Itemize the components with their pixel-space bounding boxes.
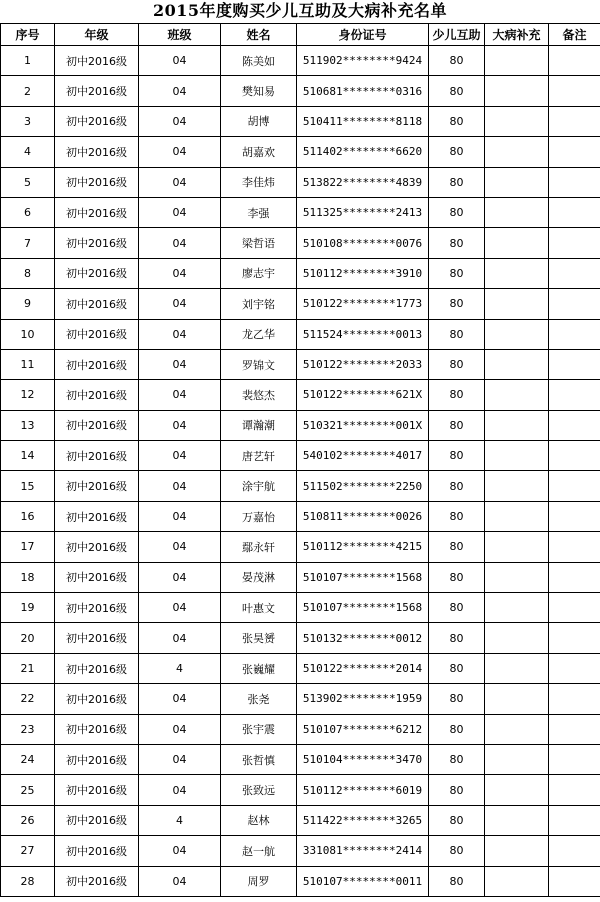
child-aid-cell: 80: [429, 471, 485, 501]
child-aid-cell: 80: [429, 866, 485, 896]
remark-cell: [549, 197, 600, 227]
name-cell: 胡嘉欢: [221, 137, 297, 167]
header-row: [1, 24, 600, 46]
serious-illness-cell: [485, 471, 549, 501]
row-number: 27: [1, 836, 55, 866]
row-number: 1: [1, 46, 55, 76]
id-number-cell: 540102********4017: [297, 441, 429, 471]
remark-cell: [549, 410, 600, 440]
remark-cell: [549, 46, 600, 76]
remark-cell: [549, 714, 600, 744]
id-number-cell: 510681********0316: [297, 76, 429, 106]
name-cell: 鄢永轩: [221, 532, 297, 562]
name-cell: 晏茂淋: [221, 562, 297, 592]
child-aid-cell: 80: [429, 441, 485, 471]
remark-cell: [549, 653, 600, 683]
table-row: [1, 744, 600, 774]
row-number: 18: [1, 562, 55, 592]
row-number: 13: [1, 410, 55, 440]
grade-cell: 初中2016级: [55, 623, 139, 653]
class-cell: 04: [139, 380, 221, 410]
grade-cell: 初中2016级: [55, 106, 139, 136]
class-cell: 04: [139, 501, 221, 531]
class-cell: 04: [139, 228, 221, 258]
table-row: [1, 501, 600, 531]
child-aid-cell: 80: [429, 653, 485, 683]
class-cell: 04: [139, 349, 221, 379]
name-cell: 龙乙华: [221, 319, 297, 349]
table-row: [1, 653, 600, 683]
row-number: 4: [1, 137, 55, 167]
grade-cell: 初中2016级: [55, 684, 139, 714]
serious-illness-cell: [485, 441, 549, 471]
class-cell: 04: [139, 471, 221, 501]
class-cell: 04: [139, 76, 221, 106]
class-cell: 04: [139, 197, 221, 227]
grade-cell: 初中2016级: [55, 76, 139, 106]
row-number: 14: [1, 441, 55, 471]
id-number-cell: 510112********3910: [297, 258, 429, 288]
row-number: 10: [1, 319, 55, 349]
class-cell: 04: [139, 46, 221, 76]
grade-cell: 初中2016级: [55, 349, 139, 379]
remark-cell: [549, 319, 600, 349]
roster-table: [0, 23, 600, 897]
table-row: [1, 258, 600, 288]
row-number: 16: [1, 501, 55, 531]
remark-cell: [549, 167, 600, 197]
id-number-cell: 511502********2250: [297, 471, 429, 501]
child-aid-cell: 80: [429, 106, 485, 136]
name-cell: 涂宇航: [221, 471, 297, 501]
child-aid-cell: 80: [429, 501, 485, 531]
serious-illness-cell: [485, 258, 549, 288]
name-cell: 樊知易: [221, 76, 297, 106]
remark-cell: [549, 744, 600, 774]
column-header-remark: 备注: [549, 24, 600, 46]
class-cell: 04: [139, 137, 221, 167]
child-aid-cell: 80: [429, 76, 485, 106]
remark-cell: [549, 471, 600, 501]
class-cell: 04: [139, 410, 221, 440]
name-cell: 张尧: [221, 684, 297, 714]
class-cell: 4: [139, 805, 221, 835]
row-number: 6: [1, 197, 55, 227]
class-cell: 04: [139, 623, 221, 653]
id-number-cell: 510112********6019: [297, 775, 429, 805]
name-cell: 刘宇铭: [221, 289, 297, 319]
remark-cell: [549, 866, 600, 896]
remark-cell: [549, 441, 600, 471]
id-number-cell: 510107********0011: [297, 866, 429, 896]
table-row: [1, 349, 600, 379]
child-aid-cell: 80: [429, 167, 485, 197]
grade-cell: 初中2016级: [55, 775, 139, 805]
row-number: 11: [1, 349, 55, 379]
column-header-no: 序号: [1, 24, 55, 46]
row-number: 28: [1, 866, 55, 896]
column-header-child-aid: 少儿互助: [429, 24, 485, 46]
table-row: [1, 866, 600, 896]
name-cell: 胡博: [221, 106, 297, 136]
child-aid-cell: 80: [429, 349, 485, 379]
id-number-cell: 510104********3470: [297, 744, 429, 774]
row-number: 15: [1, 471, 55, 501]
name-cell: 梁哲语: [221, 228, 297, 258]
table-row: [1, 593, 600, 623]
class-cell: 04: [139, 714, 221, 744]
remark-cell: [549, 562, 600, 592]
class-cell: 04: [139, 319, 221, 349]
row-number: 19: [1, 593, 55, 623]
class-cell: 04: [139, 258, 221, 288]
table-row: [1, 623, 600, 653]
grade-cell: 初中2016级: [55, 866, 139, 896]
table-row: [1, 714, 600, 744]
table-row: [1, 562, 600, 592]
serious-illness-cell: [485, 836, 549, 866]
child-aid-cell: 80: [429, 319, 485, 349]
table-row: [1, 380, 600, 410]
remark-cell: [549, 76, 600, 106]
table-row: [1, 684, 600, 714]
grade-cell: 初中2016级: [55, 167, 139, 197]
name-cell: 李强: [221, 197, 297, 227]
serious-illness-cell: [485, 228, 549, 258]
child-aid-cell: 80: [429, 593, 485, 623]
row-number: 26: [1, 805, 55, 835]
serious-illness-cell: [485, 410, 549, 440]
child-aid-cell: 80: [429, 197, 485, 227]
name-cell: 罗锦文: [221, 349, 297, 379]
class-cell: 04: [139, 562, 221, 592]
name-cell: 叶惠文: [221, 593, 297, 623]
remark-cell: [549, 289, 600, 319]
row-number: 22: [1, 684, 55, 714]
column-header-grade: 年级: [55, 24, 139, 46]
grade-cell: 初中2016级: [55, 532, 139, 562]
serious-illness-cell: [485, 744, 549, 774]
id-number-cell: 510811********0026: [297, 501, 429, 531]
table-row: [1, 167, 600, 197]
id-number-cell: 510107********6212: [297, 714, 429, 744]
class-cell: 04: [139, 106, 221, 136]
grade-cell: 初中2016级: [55, 562, 139, 592]
child-aid-cell: 80: [429, 775, 485, 805]
id-number-cell: 511422********3265: [297, 805, 429, 835]
child-aid-cell: 80: [429, 562, 485, 592]
name-cell: 万嘉怡: [221, 501, 297, 531]
serious-illness-cell: [485, 106, 549, 136]
child-aid-cell: 80: [429, 289, 485, 319]
remark-cell: [549, 593, 600, 623]
id-number-cell: 511325********2413: [297, 197, 429, 227]
id-number-cell: 510108********0076: [297, 228, 429, 258]
grade-cell: 初中2016级: [55, 714, 139, 744]
grade-cell: 初中2016级: [55, 653, 139, 683]
table-row: [1, 836, 600, 866]
id-number-cell: 510112********4215: [297, 532, 429, 562]
table-row: [1, 319, 600, 349]
roster-body: [1, 46, 600, 897]
grade-cell: 初中2016级: [55, 258, 139, 288]
table-row: [1, 197, 600, 227]
child-aid-cell: 80: [429, 137, 485, 167]
id-number-cell: 510321********001X: [297, 410, 429, 440]
id-number-cell: 511524********0013: [297, 319, 429, 349]
serious-illness-cell: [485, 714, 549, 744]
child-aid-cell: 80: [429, 380, 485, 410]
child-aid-cell: 80: [429, 836, 485, 866]
remark-cell: [549, 380, 600, 410]
table-row: [1, 76, 600, 106]
table-row: [1, 46, 600, 76]
id-number-cell: 513902********1959: [297, 684, 429, 714]
id-number-cell: 510122********621X: [297, 380, 429, 410]
serious-illness-cell: [485, 775, 549, 805]
remark-cell: [549, 228, 600, 258]
serious-illness-cell: [485, 137, 549, 167]
serious-illness-cell: [485, 349, 549, 379]
name-cell: 张宇震: [221, 714, 297, 744]
grade-cell: 初中2016级: [55, 593, 139, 623]
table-row: [1, 410, 600, 440]
remark-cell: [549, 258, 600, 288]
class-cell: 04: [139, 532, 221, 562]
class-cell: 04: [139, 744, 221, 774]
column-header-name: 姓名: [221, 24, 297, 46]
class-cell: 04: [139, 167, 221, 197]
table-row: [1, 106, 600, 136]
row-number: 21: [1, 653, 55, 683]
table-row: [1, 441, 600, 471]
remark-cell: [549, 349, 600, 379]
name-cell: 廖志宇: [221, 258, 297, 288]
child-aid-cell: 80: [429, 532, 485, 562]
serious-illness-cell: [485, 167, 549, 197]
class-cell: 04: [139, 441, 221, 471]
child-aid-cell: 80: [429, 258, 485, 288]
grade-cell: 初中2016级: [55, 289, 139, 319]
column-header-serious-illness: 大病补充: [485, 24, 549, 46]
serious-illness-cell: [485, 562, 549, 592]
class-cell: 04: [139, 593, 221, 623]
id-number-cell: 331081********2414: [297, 836, 429, 866]
serious-illness-cell: [485, 380, 549, 410]
remark-cell: [549, 137, 600, 167]
class-cell: 04: [139, 289, 221, 319]
child-aid-cell: 80: [429, 714, 485, 744]
serious-illness-cell: [485, 46, 549, 76]
page-title: 2015年度购买少儿互助及大病补充名单: [152, 1, 448, 20]
grade-cell: 初中2016级: [55, 228, 139, 258]
grade-cell: 初中2016级: [55, 380, 139, 410]
row-number: 7: [1, 228, 55, 258]
table-row: [1, 228, 600, 258]
serious-illness-cell: [485, 501, 549, 531]
name-cell: 谭瀚潮: [221, 410, 297, 440]
table-row: [1, 471, 600, 501]
child-aid-cell: 80: [429, 410, 485, 440]
remark-cell: [549, 532, 600, 562]
name-cell: 周罗: [221, 866, 297, 896]
remark-cell: [549, 106, 600, 136]
class-cell: 04: [139, 836, 221, 866]
grade-cell: 初中2016级: [55, 410, 139, 440]
child-aid-cell: 80: [429, 805, 485, 835]
name-cell: 李佳炜: [221, 167, 297, 197]
remark-cell: [549, 684, 600, 714]
table-row: [1, 532, 600, 562]
name-cell: 张致远: [221, 775, 297, 805]
id-number-cell: 513822********4839: [297, 167, 429, 197]
serious-illness-cell: [485, 532, 549, 562]
grade-cell: 初中2016级: [55, 471, 139, 501]
row-number: 5: [1, 167, 55, 197]
grade-cell: 初中2016级: [55, 501, 139, 531]
name-cell: 赵一航: [221, 836, 297, 866]
id-number-cell: 510122********2033: [297, 349, 429, 379]
name-cell: 陈美如: [221, 46, 297, 76]
row-number: 20: [1, 623, 55, 653]
remark-cell: [549, 775, 600, 805]
grade-cell: 初中2016级: [55, 197, 139, 227]
id-number-cell: 510107********1568: [297, 562, 429, 592]
table-row: [1, 805, 600, 835]
serious-illness-cell: [485, 805, 549, 835]
row-number: 12: [1, 380, 55, 410]
name-cell: 赵林: [221, 805, 297, 835]
remark-cell: [549, 623, 600, 653]
row-number: 9: [1, 289, 55, 319]
name-cell: 张昊赟: [221, 623, 297, 653]
row-number: 23: [1, 714, 55, 744]
child-aid-cell: 80: [429, 623, 485, 653]
serious-illness-cell: [485, 623, 549, 653]
serious-illness-cell: [485, 197, 549, 227]
id-number-cell: 510122********1773: [297, 289, 429, 319]
grade-cell: 初中2016级: [55, 836, 139, 866]
serious-illness-cell: [485, 653, 549, 683]
row-number: 24: [1, 744, 55, 774]
row-number: 17: [1, 532, 55, 562]
serious-illness-cell: [485, 76, 549, 106]
row-number: 2: [1, 76, 55, 106]
serious-illness-cell: [485, 866, 549, 896]
grade-cell: 初中2016级: [55, 319, 139, 349]
grade-cell: 初中2016级: [55, 805, 139, 835]
table-row: [1, 137, 600, 167]
name-cell: 裴悠杰: [221, 380, 297, 410]
remark-cell: [549, 805, 600, 835]
id-number-cell: 510132********0012: [297, 623, 429, 653]
class-cell: 04: [139, 866, 221, 896]
class-cell: 04: [139, 775, 221, 805]
row-number: 3: [1, 106, 55, 136]
name-cell: 唐艺轩: [221, 441, 297, 471]
id-number-cell: 511902********9424: [297, 46, 429, 76]
remark-cell: [549, 501, 600, 531]
row-number: 25: [1, 775, 55, 805]
name-cell: 张巍耀: [221, 653, 297, 683]
child-aid-cell: 80: [429, 228, 485, 258]
remark-cell: [549, 836, 600, 866]
table-row: [1, 775, 600, 805]
class-cell: 04: [139, 684, 221, 714]
grade-cell: 初中2016级: [55, 137, 139, 167]
serious-illness-cell: [485, 319, 549, 349]
column-header-class: 班级: [139, 24, 221, 46]
name-cell: 张哲慎: [221, 744, 297, 774]
serious-illness-cell: [485, 684, 549, 714]
row-number: 8: [1, 258, 55, 288]
grade-cell: 初中2016级: [55, 441, 139, 471]
serious-illness-cell: [485, 593, 549, 623]
child-aid-cell: 80: [429, 684, 485, 714]
id-number-cell: 510107********1568: [297, 593, 429, 623]
class-cell: 4: [139, 653, 221, 683]
table-row: [1, 289, 600, 319]
id-number-cell: 510122********2014: [297, 653, 429, 683]
grade-cell: 初中2016级: [55, 46, 139, 76]
id-number-cell: 510411********8118: [297, 106, 429, 136]
child-aid-cell: 80: [429, 744, 485, 774]
column-header-id-number: 身份证号: [297, 24, 429, 46]
grade-cell: 初中2016级: [55, 744, 139, 774]
child-aid-cell: 80: [429, 46, 485, 76]
serious-illness-cell: [485, 289, 549, 319]
id-number-cell: 511402********6620: [297, 137, 429, 167]
